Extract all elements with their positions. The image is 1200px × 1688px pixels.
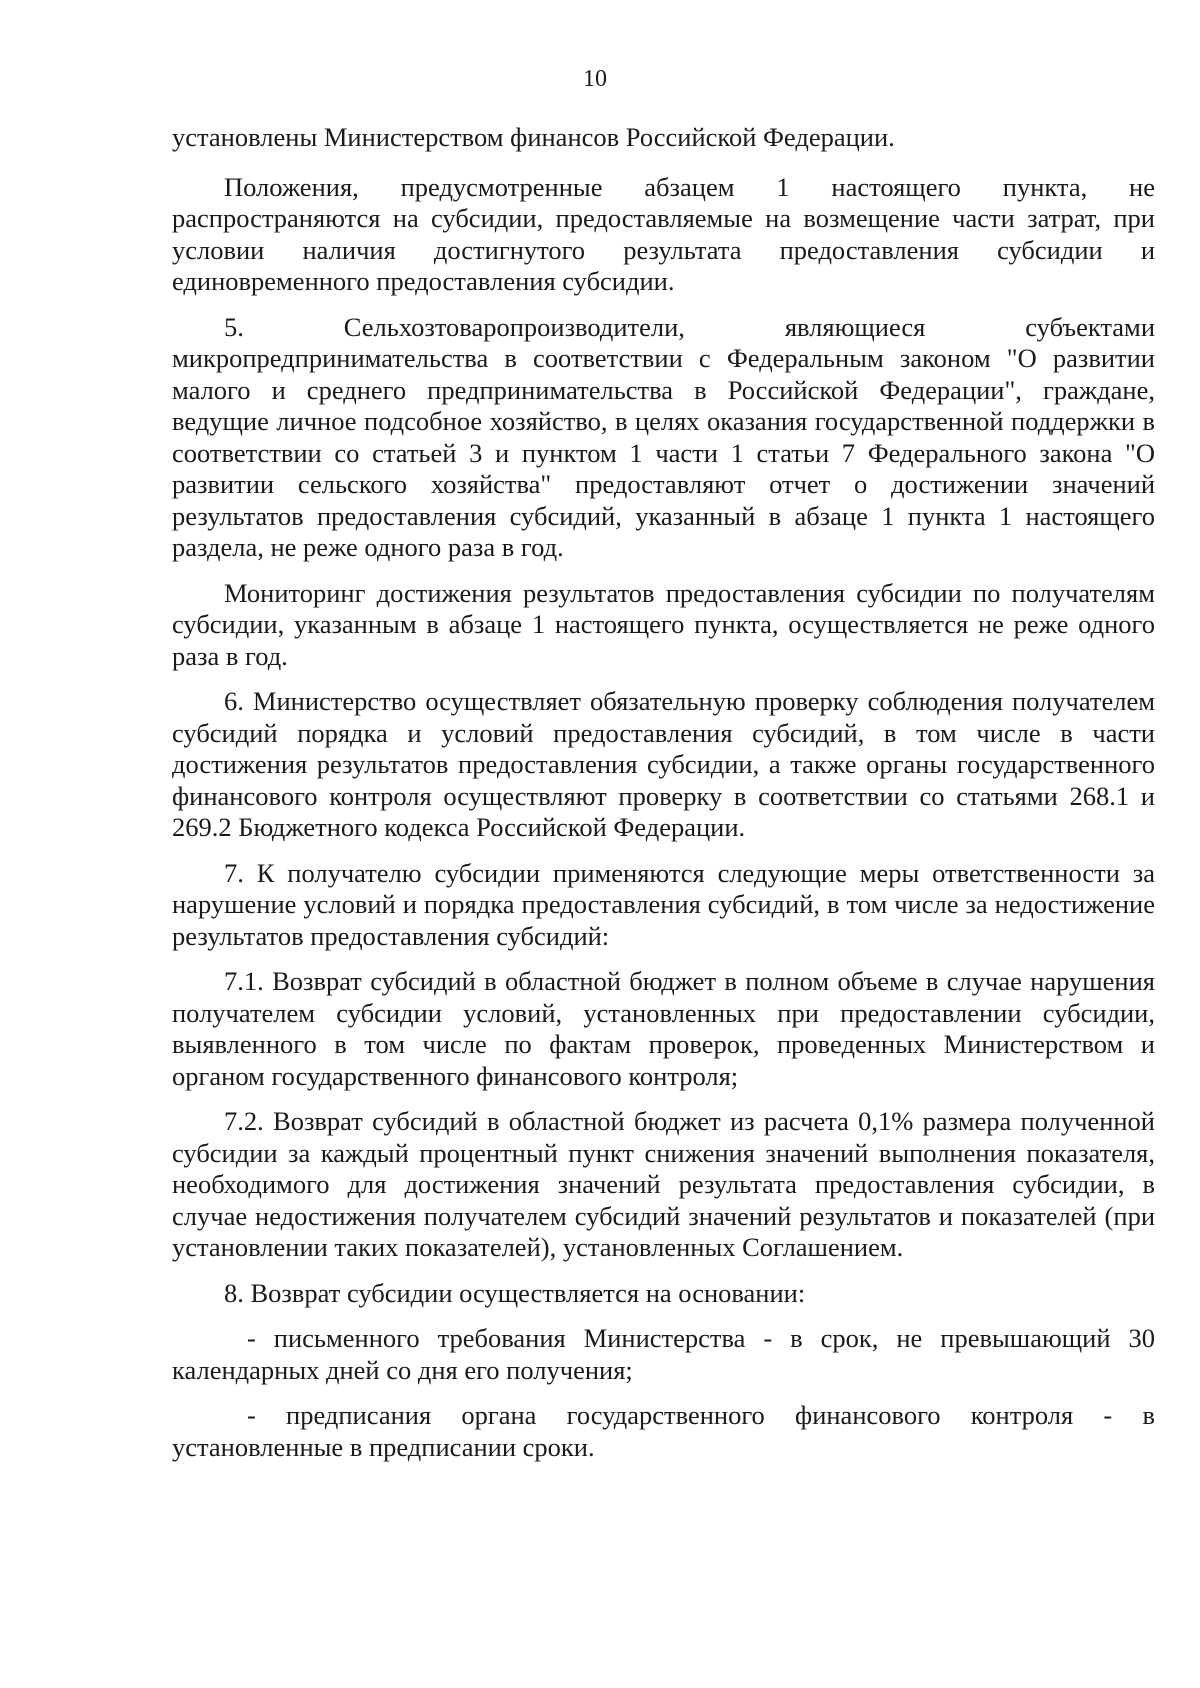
paragraph-item-5: 5. Сельхозтоваропроизводители, являющиеся субъектами микропредпринимательства в соответствии с Федеральным законом "О развитии малого и среднего предпринимательства в Российской Федерации", граждане, ведущие личное подсобное хозяйство, в целях оказания государственной поддержки в соответствии со статьей 3 и пунктом 1 части 1 статьи 7 Федерального закона "О развитии сельского хозяйства" предоставляют отчет о достижении значений результатов предоставления субсидий, указанный в абзаце 1 пункта 1 настоящего раздела, не реже одного раза в год. [172,311,1155,562]
paragraph-item-6: 6. Министерство осуществляет обязательную проверку соблюдения получателем субсидий порядка и условий предоставления субсидий, в том числе в части достижения результатов предоставления субсидии, а также органы государственного финансового контроля осуществляют проверку в соответствии со статьями 268.1 и 269.2 Бюджетного кодекса Российской Федерации. [172,686,1155,842]
paragraph-item-8: 8. Возврат субсидии осуществляется на основании: [224,1277,806,1308]
paragraph-continuation: установлены Министерством финансов Российской Федерации. [172,122,895,152]
paragraph: Положения, предусмотренные абзацем 1 настоящего пункта, не распространяются на субсидии, предоставляемые на возмещение части затрат, при условии наличия достигнутого результата предоставления субсидии и единовременного предоставления субсидии. [172,171,1155,296]
list-item: - письменного требования Министерства - в срок, не превышающий 30 календарных дней со дня его получения; [172,1323,1155,1385]
document-body [172,122,1155,1477]
list-item: - предписания органа государственного финансового контроля - в установленные в предписании сроки. [172,1400,1155,1462]
paragraph-item-7-1: 7.1. Возврат субсидий в областной бюджет в полном объеме в случае нарушения получателем субсидии условий, установленных при предоставлении субсидии, выявленного в том числе по фактам проверок, проведенных Министерством и органом государственного финансового контроля; [172,966,1155,1091]
paragraph-item-7: 7. К получателю субсидии применяются следующие меры ответственности за нарушение условий и порядка предоставления субсидий, в том числе за недостижение результатов предоставления субсидий: [172,857,1155,951]
paragraph: Мониторинг достижения результатов предоставления субсидии по получателям субсидии, указанным в абзаце 1 настоящего пункта, осуществляется не реже одного раза в год. [172,577,1155,671]
paragraph-item-7-2: 7.2. Возврат субсидий в областной бюджет из расчета 0,1% размера полученной субсидии за каждый процентный пункт снижения значений выполнения показателя, необходимого для достижения значений результата предоставления субсидии, в случае недостижения получателем субсидий значений результатов и показателей (при установлении таких показателей), установленных Соглашением. [172,1106,1155,1262]
page-number: 10 [583,66,607,92]
